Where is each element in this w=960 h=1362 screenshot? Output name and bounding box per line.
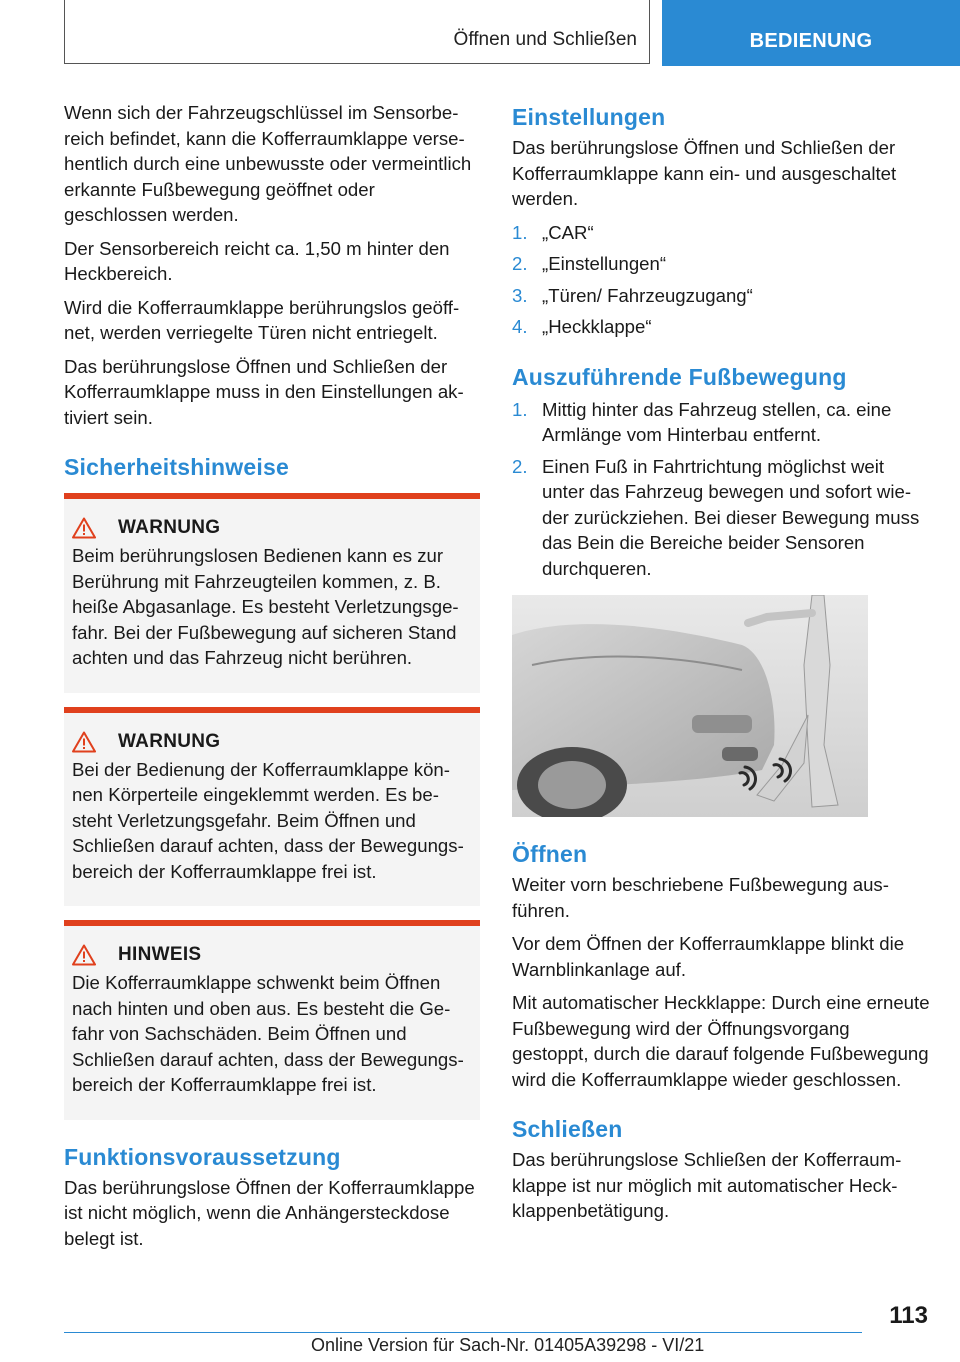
motion-heading: Auszuführende Fußbewegung — [512, 363, 847, 390]
intro-paragraph-4: Das berührungslose Öffnen und Schließen der Kofferraumklappe muss in den Einstellungen aktiviert sein. — [64, 355, 464, 428]
list-item: 2. Einen Fuß in Fahrtrichtung möglichst weit unter das Fahrzeug bewegen und sofort wieder zurückziehen. Bei dieser Bewegung muss das Bein die Bereiche beider Sensoren durchqueren. — [512, 455, 920, 579]
warning-triangle-icon — [72, 944, 96, 966]
settings-heading: Einstellungen — [512, 104, 666, 130]
right-column — [512, 100, 930, 1232]
settings-steps — [512, 220, 930, 340]
warning-box-1 — [64, 493, 480, 693]
header-section-box — [64, 0, 650, 64]
warning-triangle-icon — [72, 731, 96, 753]
motion-steps — [512, 397, 930, 582]
open-paragraph-3: Mit automatischer Heckklappe: Durch eine erneute Fußbewegung wird der Öffnungsvorgang gestoppt, durch die darauf folgende Fußbewegung wird die Kofferraumklappe wieder geschlossen. — [512, 992, 930, 1090]
list-item: 1. Mittig hinter das Fahrzeug stellen, ca. eine Armlänge vom Hinterbau entfernt. — [512, 398, 892, 445]
list-item: 4. „Heckklappe“ — [512, 316, 652, 337]
open-heading: Öffnen — [512, 841, 588, 867]
footer-divider — [64, 1332, 862, 1333]
warning-title: WARNUNG — [118, 517, 221, 538]
warning-title: WARNUNG — [118, 730, 221, 752]
footer-online-version: Online Version für Sach-Nr. 01405A39298 - VI/21 — [311, 1335, 705, 1355]
list-item: 2. „Einstellungen“ — [512, 253, 667, 274]
foot-gesture-illustration — [512, 595, 868, 817]
open-paragraph-1: Weiter vorn beschriebene Fußbewegung ausführen. — [512, 874, 889, 921]
header-section-title: Öffnen und Schließen — [453, 29, 637, 50]
list-item: 1. „CAR“ — [512, 221, 594, 243]
function-heading: Funktionsvoraussetzung — [64, 1143, 341, 1170]
header-chapter-tab[interactable]: BEDIENUNG — [662, 0, 960, 66]
page-header — [0, 0, 960, 66]
notice-title: HINWEIS — [118, 944, 202, 965]
intro-paragraph-1: Wenn sich der Fahrzeugschlüssel im Sensorbereich befindet, kann die Kofferraumklappe versehentlich durch eine unbewusste oder vermeintlich erkannte Fußbewegung geöffnet oder geschlossen werden. — [64, 102, 472, 225]
left-column — [64, 100, 480, 1259]
settings-text: Das berührungslose Öffnen und Schließen der Kofferraumklappe kann ein- und ausgeschaltet werden. — [512, 137, 897, 209]
warning-box-2 — [64, 707, 480, 907]
close-text: Das berührungslose Schließen der Kofferraumklappe ist nur möglich mit automatischer Heckklappenbetätigung. — [512, 1149, 902, 1221]
intro-paragraph-2: Der Sensorbereich reicht ca. 1,50 m hinter den Heckbereich. — [64, 237, 450, 284]
notice-text: Die Kofferraumklappe schwenkt beim Öffnen nach hinten und oben aus. Es besteht die Gefahr von Sachschäden. Beim Öffnen und Schließen darauf achten, dass der Bewegungsbereich der Kofferraumklappe frei ist. — [72, 972, 464, 1095]
intro-paragraph-3: Wird die Kofferraumklappe berührungslos geöffnet, werden verriegelte Türen nicht entriegelt. — [64, 296, 460, 343]
close-heading: Schließen — [512, 1116, 623, 1142]
function-text: Das berührungslose Öffnen der Kofferraumklappe ist nicht möglich, wenn die Anhängersteckdose belegt ist. — [64, 1176, 475, 1249]
open-paragraph-2: Vor dem Öffnen der Kofferraumklappe blinkt die Warnblinkanlage auf. — [512, 933, 905, 980]
list-item: 3. „Türen/ Fahrzeugzugang“ — [512, 284, 753, 306]
warning-triangle-icon — [72, 517, 96, 539]
warning-text: Beim berührungslosen Bedienen kann es zur Berührung mit Fahrzeugteilen kommen, z. B. heiße Abgasanlage. Es besteht Verletzungsgefahr. Bei der Fußbewegung auf sicheren Stand achten und das Fahrzeug nicht berühren. — [72, 545, 459, 668]
page-number: 113 — [889, 1302, 928, 1329]
notice-box — [64, 920, 480, 1120]
safety-heading: Sicherheitshinweise — [64, 454, 289, 480]
warning-text: Bei der Bedienung der Kofferraumklappe können Körperteile eingeklemmt werden. Es besteht Verletzungsgefahr. Beim Öffnen und Schließen darauf achten, dass der Bewegungsbereich der Kofferraumklappe frei ist. — [72, 758, 464, 882]
